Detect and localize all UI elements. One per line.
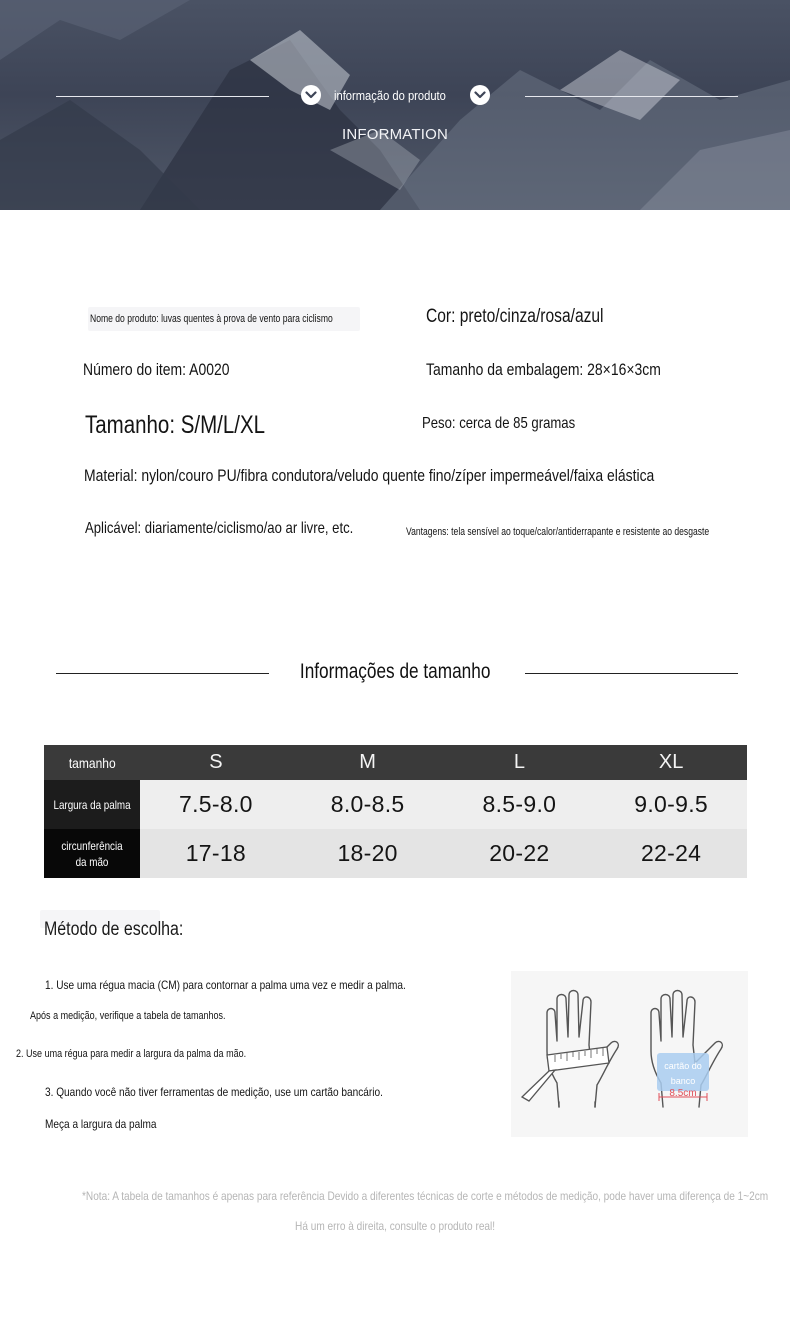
method-step-3b: Meça a largura da palma — [45, 1117, 157, 1131]
product-size: Tamanho: S/M/L/XL — [85, 411, 266, 439]
product-material: Material: nylon/couro PU/fibra condutora/veludo quente fino/zíper impermeável/faixa elástica — [84, 466, 655, 485]
header-title-pt: informação do produto — [334, 88, 446, 103]
hand-measure-illustration — [511, 971, 748, 1137]
product-weight: Peso: cerca de 85 gramas — [422, 415, 576, 432]
table-cell: 8.5-9.0 — [482, 791, 557, 817]
chevron-down-icon — [470, 85, 490, 105]
size-col-xl: XL — [658, 751, 684, 773]
size-section-title: Informações de tamanho — [299, 660, 491, 683]
table-cell: 22-24 — [640, 840, 702, 866]
table-header-label: tamanho — [68, 754, 116, 771]
table-cell: 17-18 — [185, 840, 247, 866]
chevron-down-icon — [301, 85, 321, 105]
card-width-label: 8.5cm — [669, 1088, 697, 1099]
table-cell: 20-22 — [489, 840, 550, 866]
method-step-1: 1. Use uma régua macia (CM) para contornar a palma uma vez e medir a palma. — [45, 978, 406, 992]
method-title: Método de escolha: — [44, 919, 184, 940]
method-step-1b: Após a medição, verifique a tabela de tamanhos. — [30, 1010, 226, 1022]
row-label-palm-width: Largura da palma — [53, 797, 131, 812]
measurement-illustration — [511, 971, 748, 1137]
product-name: Nome do produto: luvas quentes à prova de vento para ciclismo — [90, 313, 333, 325]
product-package-size: Tamanho da embalagem: 28×16×3cm — [426, 360, 661, 379]
header-banner — [0, 0, 790, 210]
size-note: *Nota: A tabela de tamanhos é apenas para referência Devido a diferentes técnicas de corte e métodos de medição, pode haver uma diferença de 1~2cm — [82, 1189, 769, 1203]
table-row — [44, 829, 747, 878]
row-label-hand-circumference: circunferência da mão — [61, 838, 123, 869]
product-item-number: Número do item: A0020 — [83, 360, 230, 379]
table-cell: 18-20 — [337, 840, 398, 866]
header-title-en: INFORMATION — [341, 126, 449, 143]
card-label-line2: banco — [670, 1076, 696, 1086]
size-col-s: S — [209, 751, 223, 773]
product-applicable: Aplicável: diariamente/ciclismo/ao ar livre, etc. — [85, 520, 354, 537]
header-divider-left — [56, 96, 269, 97]
header-divider-right — [525, 96, 738, 97]
table-cell: 8.0-8.5 — [330, 791, 405, 817]
size-col-l: L — [513, 751, 525, 773]
method-step-2: 2. Use uma régua para medir a largura da palma da mão. — [16, 1048, 247, 1060]
size-col-m: M — [359, 751, 376, 773]
size-table — [44, 745, 747, 878]
method-step-3: 3. Quando você não tiver ferramentas de medição, use um cartão bancário. — [45, 1085, 383, 1099]
product-color: Cor: preto/cinza/rosa/azul — [426, 306, 604, 327]
mountain-background-image — [0, 0, 790, 210]
table-row — [44, 780, 747, 829]
product-advantages: Vantagens: tela sensível ao toque/calor/antiderrapante e resistente ao desgaste — [406, 526, 710, 538]
card-label-line1: cartão do — [664, 1061, 702, 1071]
error-note: Há um erro à direita, consulte o produto real! — [294, 1219, 496, 1233]
table-cell: 9.0-9.5 — [634, 791, 708, 817]
table-cell: 7.5-8.0 — [179, 791, 253, 817]
table-header-row — [44, 745, 747, 780]
